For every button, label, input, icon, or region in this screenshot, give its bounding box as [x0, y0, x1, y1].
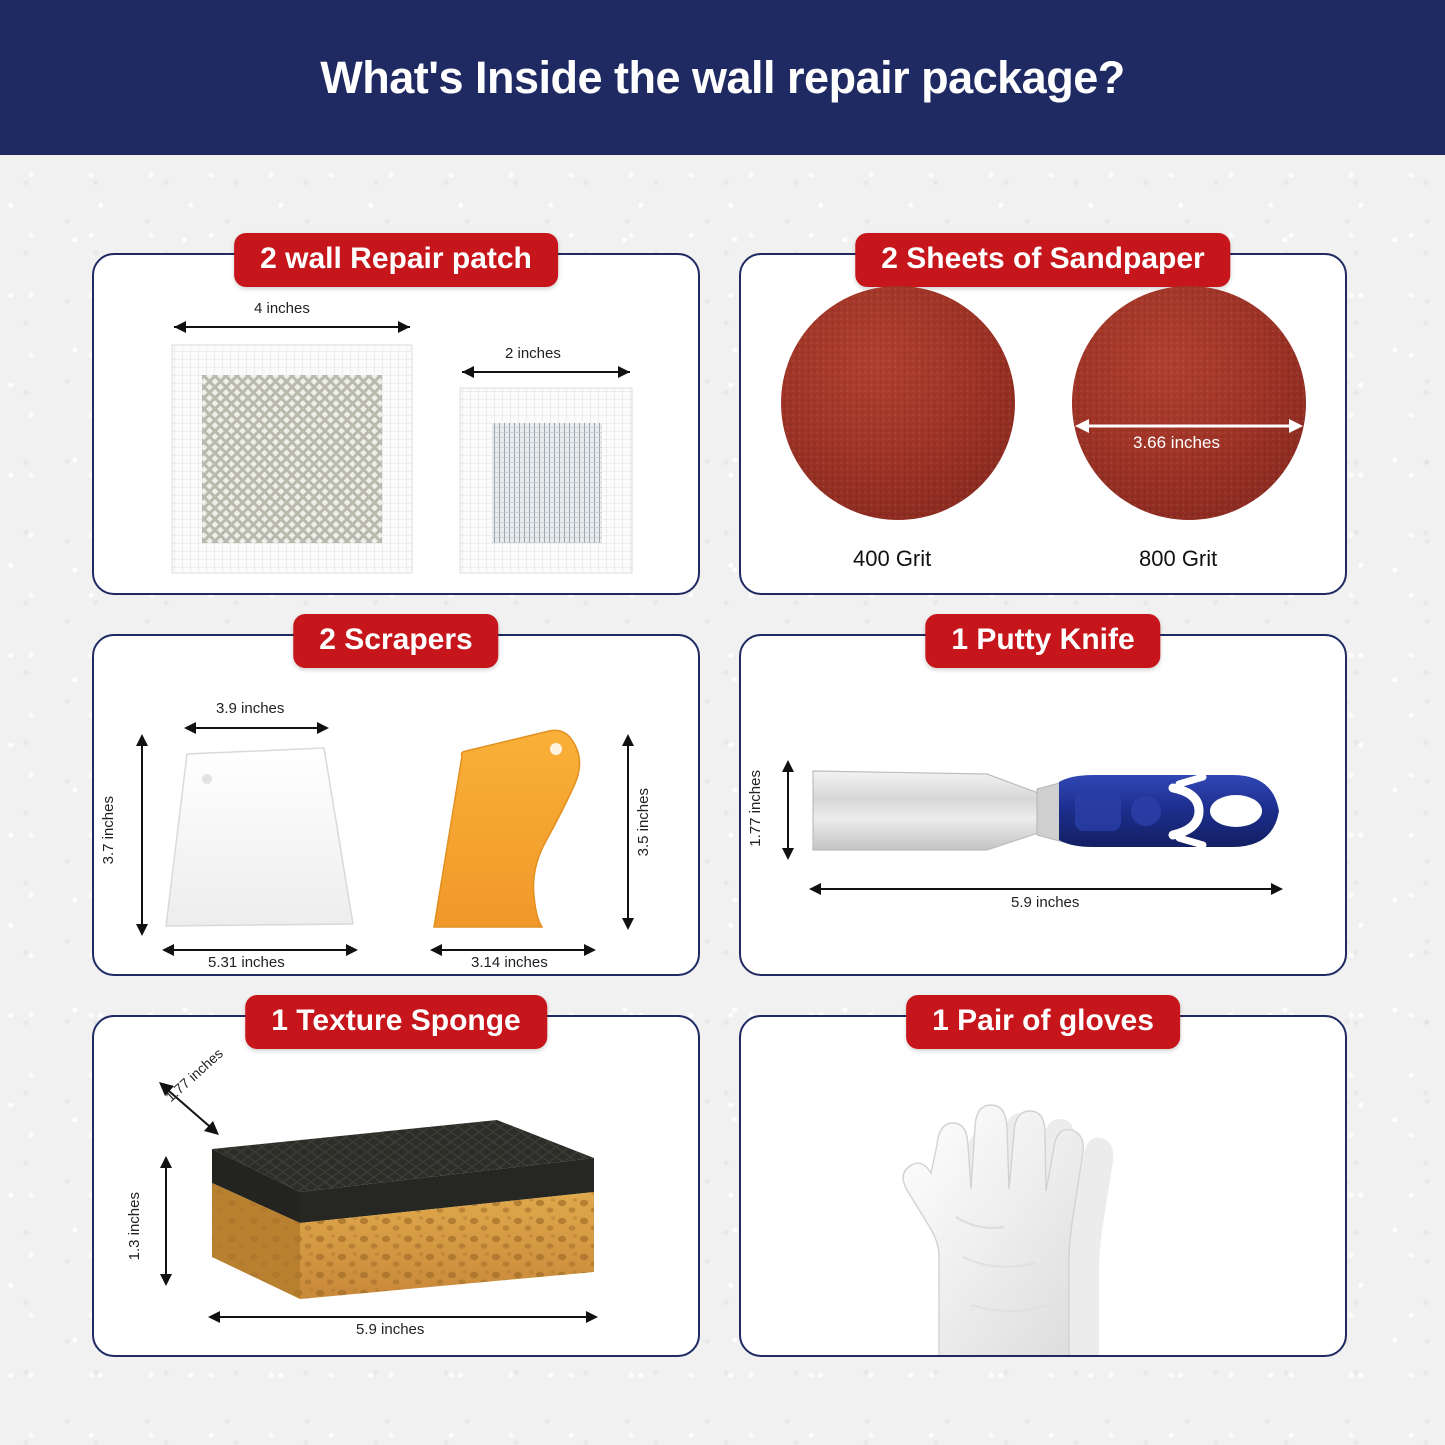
card-title-wall-repair-patch: 2 wall Repair patch	[234, 233, 558, 287]
card-scrapers	[92, 623, 700, 976]
dim-orange-scraper-height: 3.5 inches	[635, 788, 652, 857]
page-header	[0, 0, 1445, 155]
label-400-grit: 400 Grit	[853, 546, 932, 571]
product-contents-grid	[92, 242, 1347, 1357]
dim-sponge-length: 5.9 inches	[356, 1321, 425, 1338]
dim-white-scraper-bottom: 5.31 inches	[208, 954, 285, 971]
dim-sponge-depth: 1.77 inches	[162, 1045, 226, 1105]
label-800-grit: 800 Grit	[1139, 546, 1218, 571]
card-wall-repair-patch	[92, 242, 700, 595]
card-body-scrapers	[94, 636, 698, 974]
page-title: What's Inside the wall repair package?	[320, 51, 1125, 103]
card-body-wall-repair-patch	[94, 255, 698, 593]
sandpaper-illustration	[741, 255, 1345, 593]
card-body-gloves	[741, 1017, 1345, 1355]
scrapers-illustration	[94, 636, 698, 974]
card-title-texture-sponge: 1 Texture Sponge	[245, 995, 547, 1049]
card-putty-knife	[739, 623, 1347, 976]
wall-repair-patch-illustration	[94, 255, 698, 593]
dim-sponge-height: 1.3 inches	[126, 1192, 143, 1261]
dim-orange-scraper-bottom: 3.14 inches	[471, 954, 548, 971]
dim-disc-diameter: 3.66 inches	[1133, 433, 1220, 452]
card-title-sandpaper: 2 Sheets of Sandpaper	[855, 233, 1230, 287]
card-gloves	[739, 1004, 1347, 1357]
dim-white-scraper-top: 3.9 inches	[216, 700, 285, 717]
dim-knife-blade-width: 1.77 inches	[747, 770, 764, 847]
card-title-scrapers: 2 Scrapers	[293, 614, 498, 668]
card-texture-sponge	[92, 1004, 700, 1357]
dim-white-scraper-height: 3.7 inches	[100, 796, 117, 865]
dim-knife-total-length: 5.9 inches	[1011, 894, 1080, 911]
card-title-gloves: 1 Pair of gloves	[906, 995, 1180, 1049]
putty-knife-illustration	[741, 636, 1345, 974]
card-body-putty-knife	[741, 636, 1345, 974]
dim-small-patch-width: 2 inches	[505, 345, 561, 362]
gloves-illustration	[741, 1017, 1345, 1355]
card-sandpaper	[739, 242, 1347, 595]
texture-sponge-illustration	[94, 1017, 698, 1355]
card-body-sandpaper	[741, 255, 1345, 593]
card-body-texture-sponge	[94, 1017, 698, 1355]
card-title-putty-knife: 1 Putty Knife	[925, 614, 1160, 668]
dim-large-patch-width: 4 inches	[254, 300, 310, 317]
